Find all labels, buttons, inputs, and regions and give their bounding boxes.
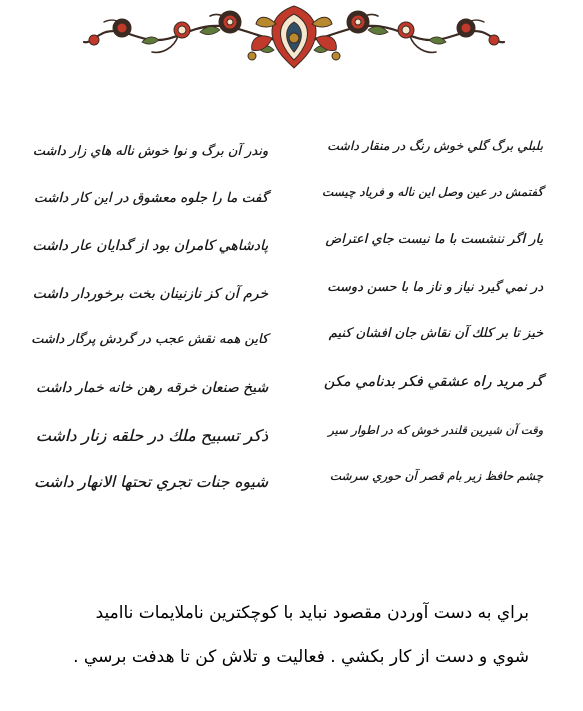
verse-3-left: پادشاهي كامران بود از گدايان عار داشت (32, 238, 268, 254)
verse-2-left: گفت ما را جلوه معشوق در اين كار داشت (33, 190, 268, 206)
floral-arabesque-icon (82, 2, 506, 70)
verse-7-left: ذكر تسبيح ملك در حلقه زنار داشت (35, 426, 268, 445)
verse-6-right: گر مريد راه عشقي فكر بدنامي مكن (323, 374, 543, 390)
verse-1-right: بلبلي برگ گلي خوش رنگ در منقار داشت (326, 138, 543, 153)
verse-5-right: خيز تا بر كلك آن نقاش جان افشان كنيم (328, 326, 543, 341)
verse-5-left: كاين همه نقش عجب در گردش پرگار داشت (31, 332, 268, 347)
verse-7-right: وقت آن شيرين قلندر خوش كه در اطوار سير (328, 423, 543, 437)
verse-6-left: شيخ صنعان خرقه رهن خانه خمار داشت (35, 380, 268, 396)
verse-4-right: در نمي گيرد نياز و ناز ما با حسن دوست (327, 280, 543, 295)
verse-8-right: چشم حافظ زير بام قصر آن حوري سرشت (329, 469, 543, 483)
poem (0, 128, 583, 508)
caption-line-1: براي به دست آوردن مقصود نبايد با كوچكترين ناملايمات نااميد (95, 603, 529, 623)
verse-3-right: يار اگر ننشست با ما نيست جاي اعتراض (325, 232, 543, 247)
verse-2-right: گفتمش در عين وصل اين ناله و فرياد چيست (321, 185, 543, 199)
verse-4-left: خرم آن كز نازنينان بخت برخوردار داشت (32, 286, 268, 302)
verse-1-left: وندر آن برگ و نوا خوش ناله هاي زار داشت (32, 144, 268, 159)
caption-line-2: شوي و دست از كار بكشي . فعاليت و تلاش كن تا هدفت برسي . (73, 647, 529, 667)
verse-8-left: شيوه جنات تجري تحتها الانهار داشت (33, 473, 268, 491)
